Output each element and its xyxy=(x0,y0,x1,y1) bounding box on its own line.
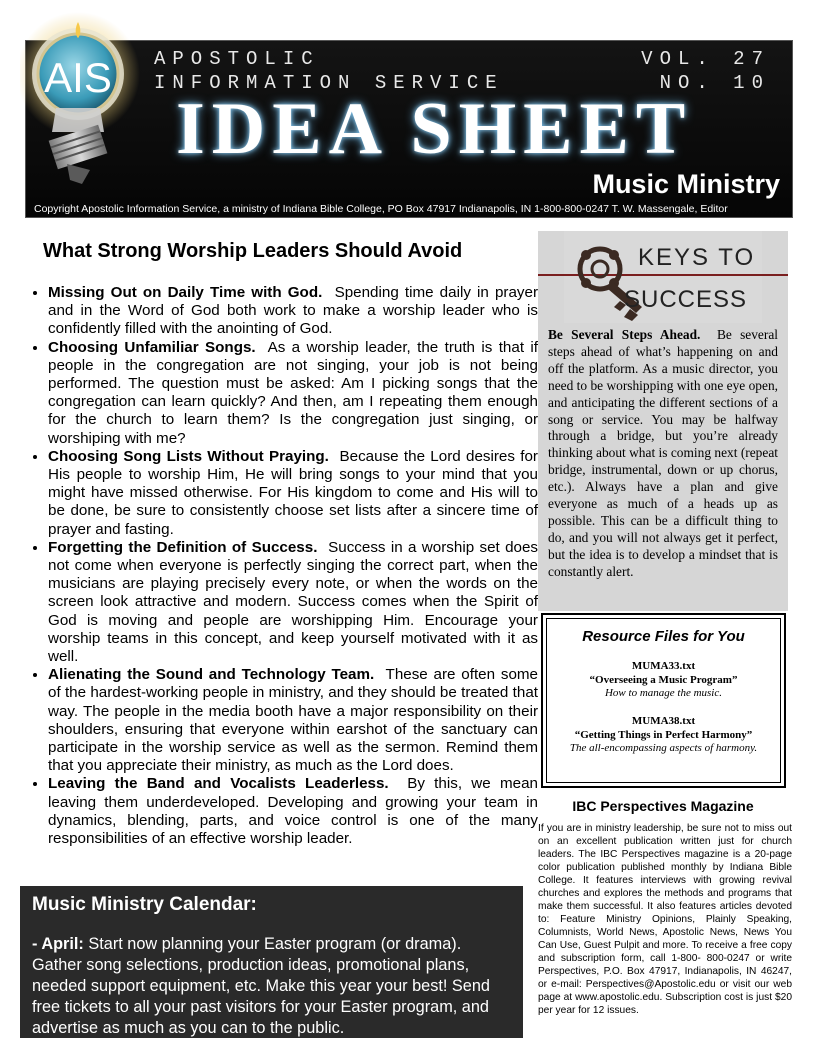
keys-to-success-box xyxy=(538,231,788,611)
list-item xyxy=(48,539,538,666)
volume: VOL. 27 xyxy=(641,48,770,70)
resource-title: Resource Files for You xyxy=(582,628,745,645)
calendar-box xyxy=(20,886,523,1038)
ais-lightbulb-logo xyxy=(20,12,150,202)
list-item xyxy=(48,666,538,775)
issue-number: NO. 10 xyxy=(659,72,770,94)
logo-lettering: AIS xyxy=(44,54,112,101)
avoid-list xyxy=(20,284,538,848)
resource-files-box xyxy=(541,613,786,788)
item-heading: Missing Out on Daily Time with God. xyxy=(48,284,323,301)
item-text: As a worship leader, the truth is that if people in the congregation are not singing, your job is not being performed. The question must be asked: Am I picking songs that the congregation can learn quickly? And then, am I repeating them enough for the church to learn them? Is the congregation just singing, or worshiping with me? xyxy=(48,338,538,447)
keys-line2: SUCCESS xyxy=(624,286,748,313)
resource-desc: How to manage the music. xyxy=(604,687,722,699)
item-text: These are often some of the hardest-working people in ministry, and they should be treated that way. The people in the media booth have a major responsibility on their shoulders, ensuring that everyone within earshot of the sanctuary can participate in the worship service as well as the sermon. Remind them that you appreciate their ministry, as much as the Lord does. xyxy=(48,666,538,775)
calendar-month: - April: xyxy=(32,935,84,953)
list-item xyxy=(48,284,538,339)
list-item xyxy=(48,775,538,848)
item-text: Because the Lord desires for His people to worship Him, He will bring songs to your mind that you might have missed otherwise. For His kingdom to come and His will to be done, be sure to consistently choose set lists after a sincere time of prayer and fasting. xyxy=(48,447,538,538)
resource-filename: MUMA38.txt xyxy=(631,715,696,727)
tip-heading: Be Several Steps Ahead. xyxy=(548,327,701,342)
masthead-title: IDEA SHEET xyxy=(176,88,693,170)
item-heading: Choosing Unfamiliar Songs. xyxy=(48,338,256,356)
resource-name: “Overseeing a Music Program” xyxy=(589,674,738,686)
tip-text: Be several steps ahead of what’s happening on and off the platform. As a music director, you need to be worshipping with one eye open, and anticipating the different sections of a song or service. You may be halfway through a bridge, but you’re already thinking about what is coming next (repeat bridge, instrumental, down or up chorus, etc.). Always have a plan and give everyone as much of a heads up as possible. This can be a difficult thing to do, and you will not always get it perfect, but the idea is to develop a mindset that is constantly alert. xyxy=(548,327,778,579)
resource-name: “Getting Things in Perfect Harmony” xyxy=(574,729,753,741)
calendar-text xyxy=(32,934,511,1039)
calendar-body: Start now planning your Easter program (or drama). Gather song selections, production ideas, promotional plans, needed support equipment, etc. Make this year your best! Send free tickets to all your past visitors for your Easter program, and advertise as much as you can to the public. xyxy=(32,935,490,1037)
ibc-text: If you are in ministry leadership, be sure not to miss out on an excellent publication written just for church leaders. The IBC Perspectives magazine is a 20-page color publication published monthly by Indiana Bible College. It features interviews with growing revival churches and explores the methods and programs that make them successful. It also features articles devoted to: Feature Ministry Opinions, Plainly Speaking, Columnists, World News, Apostolic News, News You Can Use, Guest Pulpit and more. To receive a free copy and subscription form, call 1-800- 800-0247 or write Perspectives, P.O. Box 47917, Indianapolis, IN 46247, or e-mail: Perspectives@Apostolic.edu or visit our web page at www.apostolic.edu. Subscription cost is just $20 per year for 12 issues. xyxy=(538,823,792,1016)
item-heading: Choosing Song Lists Without Praying. xyxy=(48,447,329,465)
publisher-name: APOSTOLIC INFORMATION SERVICE xyxy=(154,48,504,94)
list-item xyxy=(48,339,538,448)
article-title: What Strong Worship Leaders Should Avoid xyxy=(43,240,463,262)
item-text: Spending time daily in prayer and in the Word of God both work to make a worship leader who is confidently filled with the anointing of God. xyxy=(48,284,538,338)
keys-tip xyxy=(548,327,778,581)
item-heading: Leaving the Band and Vocalists Leaderless. xyxy=(48,775,389,793)
ibc-title: IBC Perspectives Magazine xyxy=(572,798,754,814)
item-text: By this, we mean leaving them underdeveloped. Developing and growing your team in dynamics, blending, parts, and voice control is one of the many responsibilities of an effective worship leader. xyxy=(48,775,538,848)
list-item xyxy=(48,448,538,539)
resource-filename: MUMA33.txt xyxy=(631,660,696,672)
keys-to-success-graphic xyxy=(538,231,788,323)
item-heading: Alienating the Sound and Technology Team. xyxy=(48,666,375,684)
issue-topic: Music Ministry xyxy=(592,169,780,199)
calendar-title: Music Ministry Calendar: xyxy=(32,894,257,915)
copyright-line: Copyright Apostolic Information Service, a ministry of Indiana Bible College, PO Box 47917 Indianapolis, IN 1-800-800-0247 T. W. Massengale, Editor xyxy=(34,203,728,215)
resource-desc: The all-encompassing aspects of harmony. xyxy=(569,742,758,754)
keys-line1: KEYS TO xyxy=(638,244,756,271)
item-heading: Forgetting the Definition of Success. xyxy=(48,538,318,556)
item-text: Success in a worship set does not come when everyone is perfectly singing the correct part, when the musicians are playing precisely every note, or when the words on the screen look attractive and modern. Success comes when the Spirit of God is moving and people are worshipping Him. Encourage your worship teams in this concept, and keep yourself motivated with it as well. xyxy=(48,538,539,666)
